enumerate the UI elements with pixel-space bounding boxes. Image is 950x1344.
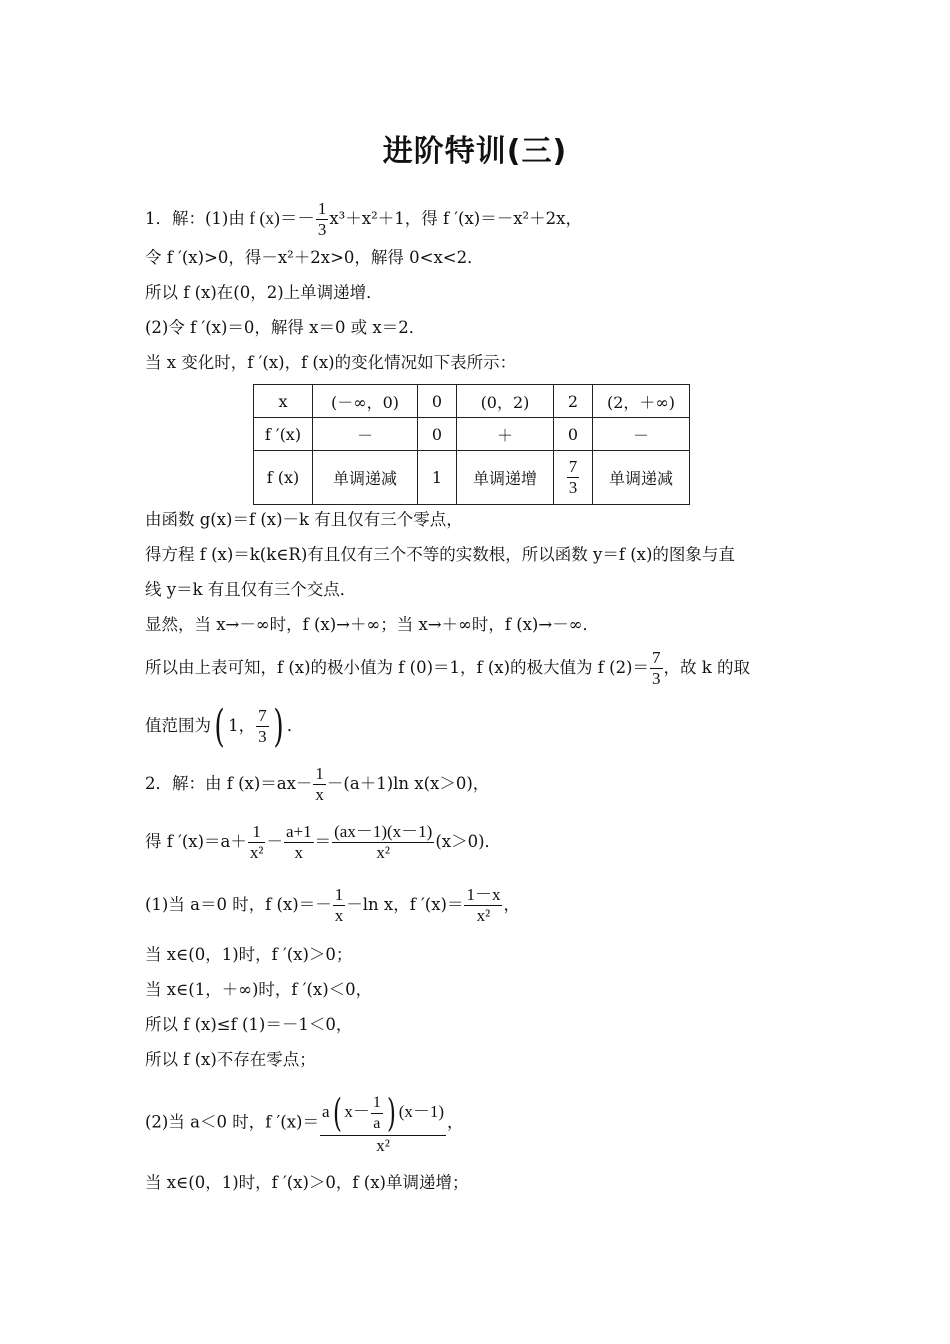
p1-line-8: 线 y＝k 有且仅有三个交点． [145,580,357,599]
fraction: $\frac{1}{3}$ [317,199,327,239]
p1-line-7: 得方程 f (x)＝k(k∈R)有且仅有三个不等的实数根，所以函数 y＝f (x)的图象与直 [145,545,735,564]
table-row [254,451,690,505]
p2-line-3: (1)当 a＝0 时，f (x)＝－ $\frac{1}{x}$ －ln x，f ′(x)＝ $\frac{1-x}{\text{x²}}$ ， [145,885,520,925]
fraction: $\frac{1}{\text{x²}}$ [249,822,264,862]
p1-line-1: 1．解：(1)由 f (x)＝－ $\frac{1}{3}$ x³＋x²＋1，得 f ′(x)＝－x²＋2x， [145,199,582,239]
table-cell: 单调递减 [313,451,418,505]
fraction: $\frac{7}{3}$ [568,457,578,497]
table-cell: 0 [418,418,457,451]
p2-line-6: 所以 f (x)≤f (1)＝－1＜0， [145,1015,353,1034]
p1-line-5: 当 x 变化时，f ′(x)，f (x)的变化情况如下表所示： [145,353,517,372]
table-cell: 单调递增 [457,451,554,505]
p1-line-2: 令 f ′(x)>0，得－x²＋2x>0，解得 0<x<2． [145,248,484,267]
table-cell: 1 [418,451,457,505]
table-cell: f (x) [254,451,313,505]
table-row [254,385,690,418]
p1-line-10: 所以由上表可知，f (x)的极小值为 f (0)＝1，f (x)的极大值为 f (2)＝ $\frac{7}{3}$ ，故 k 的取 [145,648,750,688]
p1-line-6: 由函数 g(x)＝f (x)－k 有且仅有三个零点， [145,510,463,529]
p1-line-9: 显然，当 x→－∞时，f (x)→＋∞；当 x→＋∞时，f (x)→－∞． [145,615,599,634]
table-cell: － [313,418,418,451]
fraction: $\frac{(ax-1)(x-1)}{\text{x²}}$ [334,822,433,862]
p2-line-5: 当 x∈(1，＋∞)时，f ′(x)＜0， [145,980,373,999]
p2-line-9: 当 x∈(0，1)时，f ′(x)＞0，f (x)单调递增； [145,1173,469,1192]
fraction: $\frac{7}{3}$ [258,706,267,746]
table-cell: 0 [554,418,593,451]
table-cell: f ′(x) [254,418,313,451]
table-cell: 2 [554,385,593,418]
fraction: $\frac{1}{x}$ [315,764,324,804]
p2-label: 2．解： [145,774,205,793]
table-row [254,418,690,451]
fraction: $\frac{1-x}{\text{x²}}$ [466,885,501,925]
p2-line-2: 得 f ′(x)＝a＋ $\frac{1}{\text{x²}}$ － $\frac{a+1}{x}$ ＝ $\frac{(ax-1)(x-1)}{\text{x²}}$ (x＞0)． [145,822,502,862]
p2-line-7: 所以 f (x)不存在零点； [145,1050,316,1069]
p1-line-3: 所以 f (x)在(0，2)上单调递增． [145,283,383,302]
fraction: $\frac{1}{a}$ [372,1093,381,1132]
table-cell: ＋ [457,418,554,451]
table-cell: (0，2) [457,385,554,418]
fraction: $\frac{7}{3}$ [652,648,661,688]
variation-table [253,384,690,505]
table-cell: (2，＋∞) [593,385,690,418]
p2-line-8: (2)当 a＜0 时，f ′(x)＝ a( x－ $\frac{1}{a}$ ) (x－1) x² ， [145,1091,464,1156]
table-cell: x [254,385,313,418]
table-cell [554,451,593,505]
p2-line-4: 当 x∈(0，1)时，f ′(x)＞0； [145,945,353,964]
table-cell: 单调递减 [593,451,690,505]
fraction: $\frac{a+1}{x}$ [285,822,312,862]
p2-line-1: 2．解：由 f (x)＝ax－ $\frac{1}{x}$ －(a＋1)ln x(x＞0)， [145,764,490,804]
fraction: $\frac{1}{x}$ [334,885,344,925]
page-title: 进阶特训(三) [382,134,568,169]
table-cell: 0 [418,385,457,418]
table-cell: (－∞，0) [313,385,418,418]
table-cell: － [593,418,690,451]
p1-line-4: (2)令 f ′(x)＝0，解得 x＝0 或 x＝2． [145,318,426,337]
fraction: a( x－ $\frac{1}{a}$ ) (x－1) x² [321,1091,445,1156]
p1-label: 1．解： [145,209,205,228]
p1-line-11: 值范围为( 1， $\frac{7}{3}$ ) ． [145,700,304,752]
